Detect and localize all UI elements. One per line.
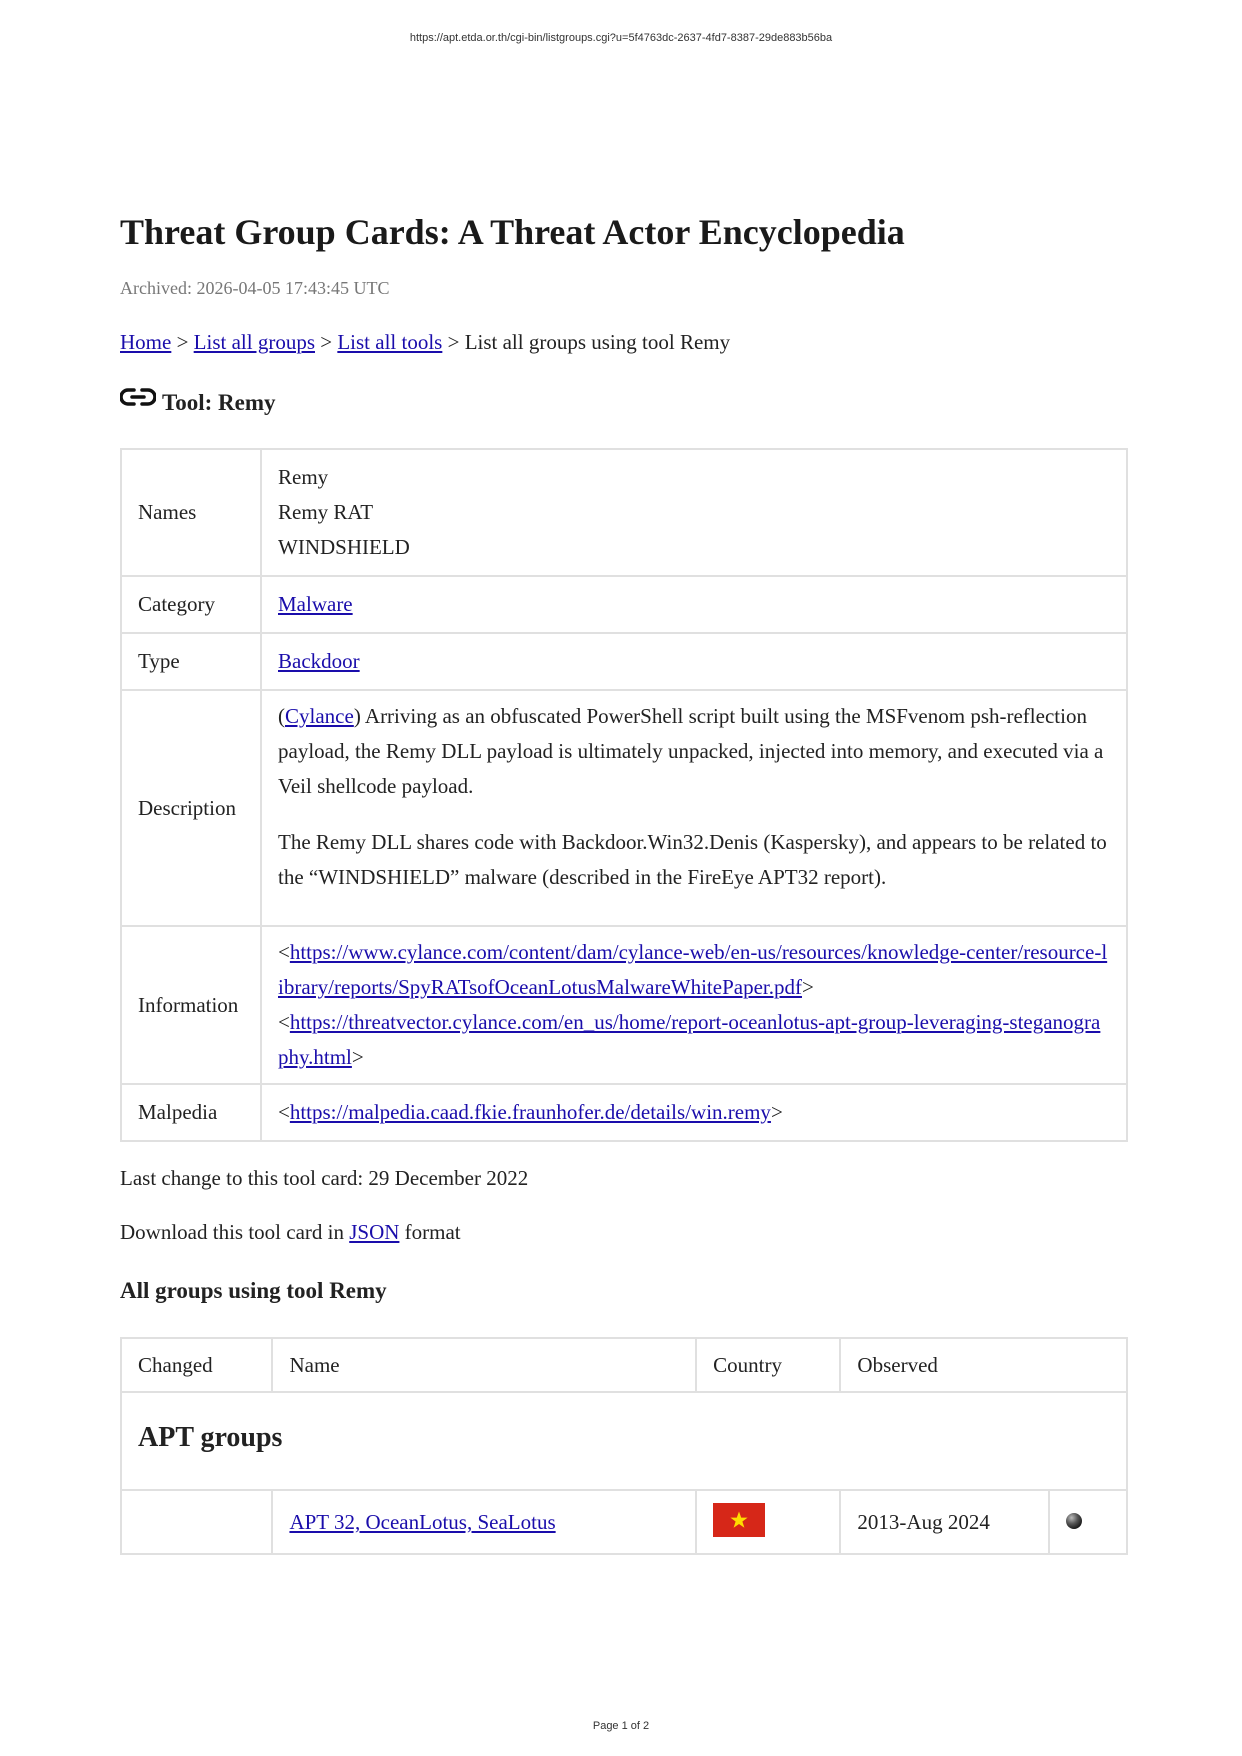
category-label: Category [121, 576, 261, 633]
paren: ( [278, 704, 285, 728]
angle-bracket: > [770, 1100, 783, 1124]
name-item: WINDSHIELD [278, 535, 410, 559]
apt-groups-section-title: APT groups [138, 1422, 283, 1453]
description-paragraph [278, 699, 1110, 804]
information-row [121, 926, 1127, 1084]
angle-bracket: < [278, 1100, 290, 1124]
changed-cell [121, 1490, 272, 1554]
information-label: Information [121, 926, 261, 1084]
description-row [121, 690, 1127, 926]
description-text: ) Arriving as an obfuscated PowerShell script built using the MSFvenom psh-reflection payload, the Remy DLL payload is ultimately unpacked, injected into memory, and executed via a Veil shellcode payload. [278, 704, 1104, 798]
malpedia-link[interactable]: https://malpedia.caad.fkie.fraunhofer.de/details/win.remy [289, 1100, 771, 1124]
download-line [120, 1218, 1128, 1246]
names-row [121, 449, 1127, 576]
name-item: Remy RAT [278, 500, 374, 524]
angle-bracket: < [278, 1010, 290, 1034]
download-suffix: format [404, 1220, 461, 1244]
malpedia-label: Malpedia [121, 1084, 261, 1141]
country-cell [696, 1490, 840, 1554]
angle-bracket: < [278, 940, 290, 964]
breadcrumb-list-groups-link[interactable]: List all groups [193, 330, 315, 354]
category-value [261, 576, 1127, 633]
cylance-source-link[interactable]: Cylance [285, 704, 354, 728]
description-label: Description [121, 690, 261, 926]
tool-card-table [120, 448, 1128, 1142]
link-icon [120, 386, 156, 408]
type-label: Type [121, 633, 261, 690]
page-content [120, 210, 1128, 1555]
category-link[interactable]: Malware [278, 592, 353, 616]
description-value [261, 690, 1127, 926]
malpedia-row [121, 1084, 1127, 1141]
description-paragraph: The Remy DLL shares code with Backdoor.Win32.Denis (Kaspersky), and appears to be related to the “WINDSHIELD” malware (described in the FireEye APT32 report). [278, 830, 1107, 889]
information-link[interactable]: https://www.cylance.com/content/dam/cylance-web/en-us/resources/knowledge-center/resource-library/reports/SpyRATsofOceanLotusMalwareWhitePaper.pdf [278, 940, 1108, 999]
page-title: Threat Group Cards: A Threat Actor Encyclopedia [120, 212, 905, 252]
tool-heading [120, 386, 1128, 418]
information-link-item [278, 935, 1110, 1005]
section-cell [121, 1392, 1127, 1490]
information-value [261, 926, 1127, 1084]
angle-bracket: > [351, 1045, 364, 1069]
status-cell [1049, 1490, 1127, 1554]
archived-timestamp: Archived: 2026-04-05 17:43:45 UTC [120, 278, 390, 298]
type-value [261, 633, 1127, 690]
json-download-link[interactable]: JSON [349, 1220, 400, 1244]
groups-table [120, 1337, 1128, 1555]
groups-heading: All groups using tool Remy [120, 1278, 387, 1303]
name-item: Remy [278, 465, 329, 489]
groups-header-row [121, 1338, 1127, 1392]
breadcrumb-separator: > [320, 330, 333, 354]
names-label: Names [121, 449, 261, 576]
column-header-country: Country [696, 1338, 840, 1392]
breadcrumb-separator: > [447, 330, 460, 354]
print-url-header: https://apt.etda.or.th/cgi-bin/listgroups.cgi?u=5f4763dc-2637-4fd7-8387-29de883b56ba [409, 32, 833, 44]
column-header-changed: Changed [121, 1338, 272, 1392]
breadcrumb-list-tools-link[interactable]: List all tools [337, 330, 443, 354]
group-name-cell [272, 1490, 696, 1554]
section-row [121, 1392, 1127, 1490]
tool-heading-text: Tool: Remy [162, 390, 276, 415]
breadcrumb-separator: > [176, 330, 189, 354]
black-ball-icon [1066, 1513, 1082, 1529]
breadcrumb [120, 328, 1128, 356]
page-number-footer: Page 1 of 2 [592, 1720, 650, 1732]
download-prefix: Download this tool card in [120, 1220, 344, 1244]
angle-bracket: > [801, 975, 814, 999]
table-row [121, 1490, 1127, 1554]
category-row [121, 576, 1127, 633]
observed-cell: 2013-Aug 2024 [840, 1490, 1049, 1554]
type-link[interactable]: Backdoor [278, 649, 360, 673]
column-header-name: Name [272, 1338, 696, 1392]
malpedia-value [261, 1084, 1127, 1141]
flag-star-icon [729, 1510, 749, 1530]
vietnam-flag-icon [713, 1503, 765, 1537]
information-link-item [278, 1005, 1110, 1075]
group-name-link[interactable]: APT 32, OceanLotus, SeaLotus [289, 1510, 556, 1534]
type-row [121, 633, 1127, 690]
information-link[interactable]: https://threatvector.cylance.com/en_us/home/report-oceanlotus-apt-group-leveraging-steganography.html [278, 1010, 1101, 1069]
breadcrumb-home-link[interactable]: Home [120, 330, 172, 354]
names-value [261, 449, 1127, 576]
last-change-text: Last change to this tool card: 29 December 2022 [120, 1166, 529, 1190]
breadcrumb-current: List all groups using tool Remy [464, 330, 731, 354]
column-header-observed: Observed [840, 1338, 1127, 1392]
